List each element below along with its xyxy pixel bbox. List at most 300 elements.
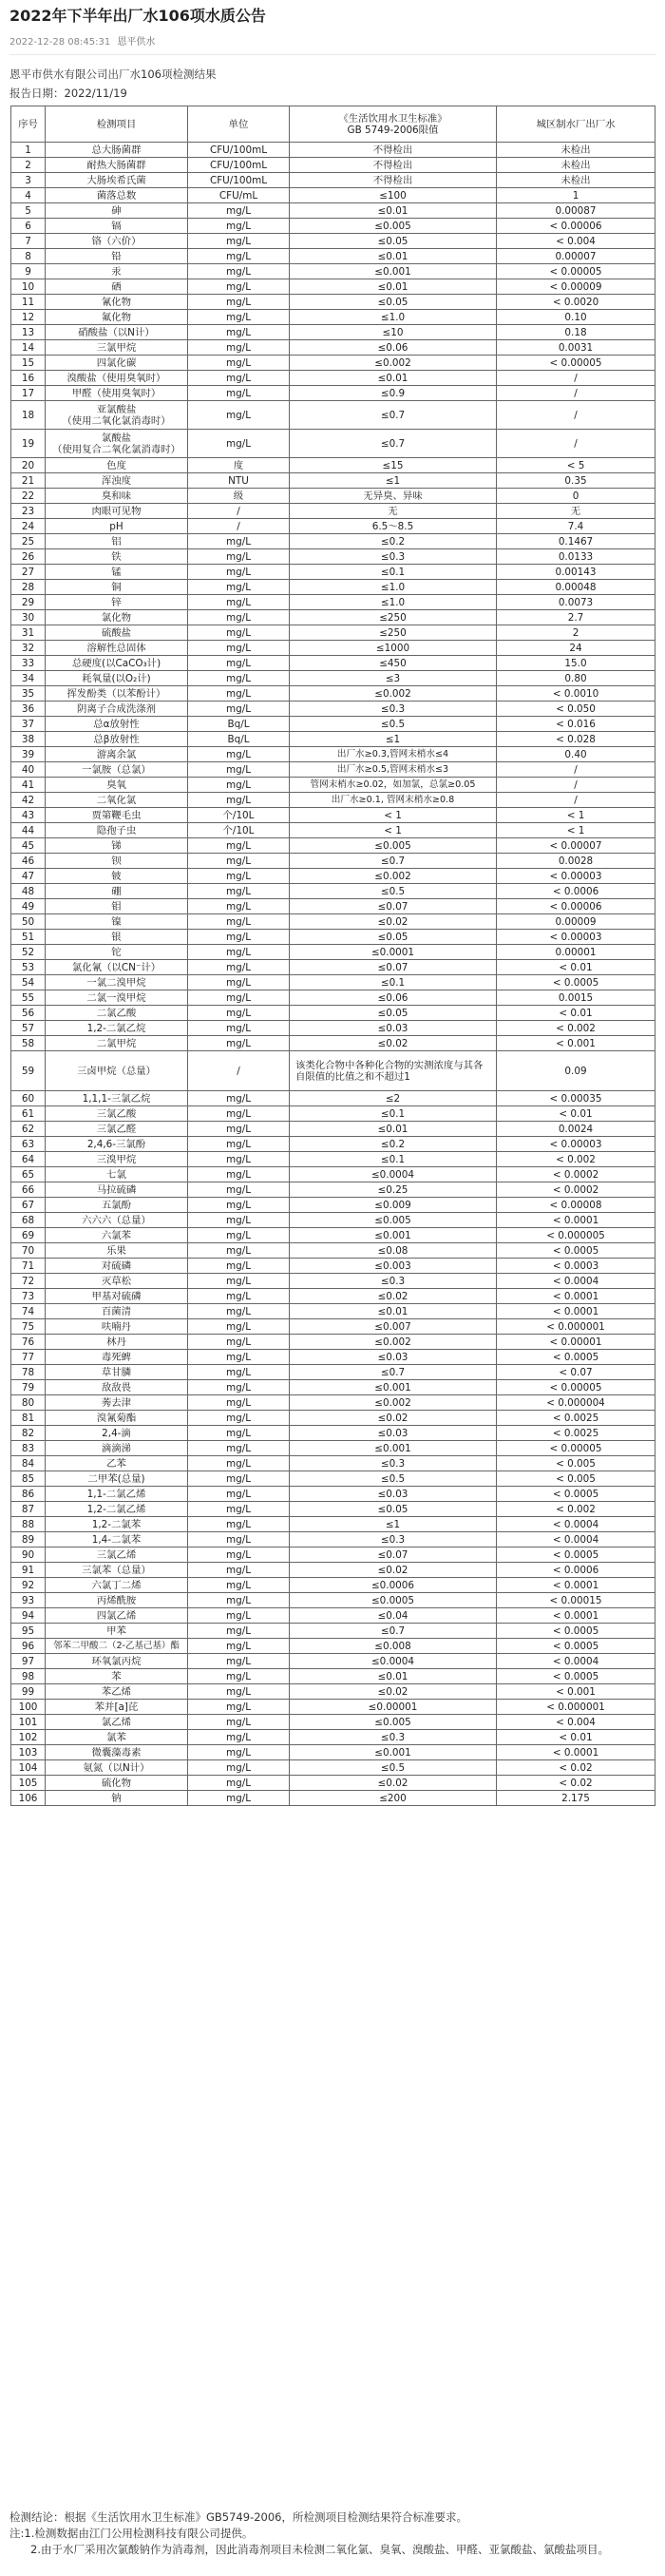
cell-unit: mg/L [188,1304,290,1319]
table-row [11,1036,656,1051]
cell-unit: mg/L [188,899,290,914]
table-row [11,854,656,869]
cell-limit: ≤0.02 [290,1411,497,1426]
cell-limit: 管网末梢水≥0.02，如加氯，总氯≥0.05 [290,778,497,793]
cell-item: 环氧氯丙烷 [46,1654,188,1669]
cell-index: 68 [11,1213,46,1228]
cell-unit: Bq/L [188,732,290,747]
cell-index: 20 [11,458,46,473]
cell-item: 苯乙烯 [46,1684,188,1700]
cell-item: 钠 [46,1791,188,1806]
table-row [11,1289,656,1304]
cell-result: < 0.02 [497,1776,656,1791]
cell-limit: ≤0.001 [290,1228,497,1243]
table-row [11,717,656,732]
cell-index: 27 [11,565,46,580]
cell-limit: ≤450 [290,656,497,671]
cell-index: 87 [11,1502,46,1517]
table-row [11,340,656,356]
cell-result: < 0.000001 [497,1700,656,1715]
cell-limit: ≤0.007 [290,1319,497,1335]
cell-unit: mg/L [188,295,290,310]
cell-index: 84 [11,1456,46,1471]
cell-limit: ≤0.0006 [290,1578,497,1593]
cell-unit: mg/L [188,534,290,549]
table-row [11,1471,656,1487]
table-row [11,1654,656,1669]
cell-item: 七氯 [46,1167,188,1182]
cell-index: 28 [11,580,46,595]
cell-unit: mg/L [188,1006,290,1021]
cell-result: < 0.01 [497,1006,656,1021]
table-row [11,1578,656,1593]
cell-result: < 0.004 [497,234,656,249]
cell-index: 34 [11,671,46,686]
cell-item: 锰 [46,565,188,580]
cell-result: 0.0028 [497,854,656,869]
cell-limit: ≤0.009 [290,1198,497,1213]
cell-index: 82 [11,1426,46,1441]
cell-index: 58 [11,1036,46,1051]
cell-unit: mg/L [188,1091,290,1106]
cell-unit: 度 [188,458,290,473]
table-row [11,356,656,371]
cell-limit: ≤0.01 [290,371,497,386]
cell-item: 总硬度(以CaCO₃计) [46,656,188,671]
cell-item: 六六六（总量） [46,1213,188,1228]
cell-limit: ≤0.01 [290,203,497,219]
cell-index: 61 [11,1106,46,1122]
cell-result: 15.0 [497,656,656,671]
table-row [11,1051,656,1091]
table-row [11,930,656,945]
table-row [11,1198,656,1213]
cell-index: 79 [11,1380,46,1395]
table-header-row [11,106,656,143]
cell-index: 3 [11,173,46,188]
cell-index: 105 [11,1776,46,1791]
cell-index: 91 [11,1563,46,1578]
cell-item: 2,4-滴 [46,1426,188,1441]
table-row [11,1548,656,1563]
cell-limit: 无 [290,504,497,519]
cell-unit: / [188,504,290,519]
cell-unit: mg/L [188,279,290,295]
cell-unit: mg/L [188,1578,290,1593]
cell-unit: mg/L [188,1608,290,1624]
cell-item: 汞 [46,264,188,279]
cell-index: 104 [11,1760,46,1776]
table-row [11,747,656,762]
cell-unit: mg/L [188,1213,290,1228]
cell-result: 0.0073 [497,595,656,610]
cell-unit: mg/L [188,656,290,671]
cell-index: 18 [11,401,46,430]
table-row [11,641,656,656]
table-row [11,1319,656,1335]
cell-result: < 0.00007 [497,838,656,854]
cell-unit: mg/L [188,1106,290,1122]
cell-item: 铍 [46,869,188,884]
cell-result: / [497,793,656,808]
cell-item: 铅 [46,249,188,264]
cell-result: / [497,371,656,386]
cell-unit: mg/L [188,1517,290,1532]
cell-item: 草甘膦 [46,1365,188,1380]
cell-index: 50 [11,914,46,930]
cell-item: 镍 [46,914,188,930]
cell-unit: mg/L [188,580,290,595]
cell-result: < 0.000004 [497,1395,656,1411]
cell-unit: mg/L [188,1289,290,1304]
cell-item: 六氯丁二烯 [46,1578,188,1593]
table-row [11,1411,656,1426]
cell-unit: mg/L [188,234,290,249]
cell-limit: ≤0.3 [290,702,497,717]
cell-unit: 个/10L [188,808,290,823]
col-header-limit: 《生活饮用水卫生标准》 GB 5749-2006限值 [290,106,497,143]
cell-result: < 0.0001 [497,1213,656,1228]
cell-limit: ≤0.03 [290,1350,497,1365]
cell-limit: ≤0.02 [290,1289,497,1304]
table-row [11,188,656,203]
cell-item: 总β放射性 [46,732,188,747]
cell-result: < 0.0005 [497,1669,656,1684]
table-row [11,656,656,671]
cell-unit: mg/L [188,762,290,778]
cell-result: 24 [497,641,656,656]
cell-index: 2 [11,158,46,173]
cell-item: 敌敌畏 [46,1380,188,1395]
cell-index: 57 [11,1021,46,1036]
cell-index: 70 [11,1243,46,1259]
cell-item: 甲醛（使用臭氧时） [46,386,188,401]
cell-item: 微囊藻毒素 [46,1745,188,1760]
cell-unit: mg/L [188,340,290,356]
cell-item: 三溴甲烷 [46,1152,188,1167]
table-row [11,519,656,534]
table-row [11,473,656,489]
table-row [11,869,656,884]
cell-item: 菌落总数 [46,188,188,203]
cell-item: 三氯甲烷 [46,340,188,356]
cell-limit: ≤0.05 [290,234,497,249]
cell-item: 马拉硫磷 [46,1182,188,1198]
cell-unit: mg/L [188,1441,290,1456]
cell-index: 12 [11,310,46,325]
cell-index: 69 [11,1228,46,1243]
post-meta [10,33,159,48]
cell-index: 4 [11,188,46,203]
table-row [11,310,656,325]
cell-index: 7 [11,234,46,249]
cell-item: 1,1,1-三氯乙烷 [46,1091,188,1106]
cell-unit: mg/L [188,930,290,945]
cell-item: 三氯乙烯 [46,1548,188,1563]
cell-result: < 0.0020 [497,295,656,310]
cell-unit: mg/L [188,1198,290,1213]
cell-unit: mg/L [188,1259,290,1274]
cell-result: 2.7 [497,610,656,625]
cell-limit: ≤0.002 [290,356,497,371]
cell-unit: mg/L [188,1137,290,1152]
cell-item: 氯酸盐 （使用复合二氧化氯消毒时） [46,430,188,458]
cell-unit: mg/L [188,203,290,219]
cell-limit: ≤2 [290,1091,497,1106]
table-row [11,1304,656,1319]
cell-limit: 出厂水≥0.3,管网末梢水≤4 [290,747,497,762]
cell-limit: < 1 [290,808,497,823]
table-row [11,1517,656,1532]
cell-item: 1,2-二氯乙烷 [46,1021,188,1036]
cell-unit: mg/L [188,310,290,325]
table-row [11,1426,656,1441]
cell-result: < 0.00005 [497,356,656,371]
cell-result: < 0.0005 [497,1639,656,1654]
page-title: 2022年下半年出厂水106项水质公告 [10,7,266,25]
cell-item: 臭和味 [46,489,188,504]
cell-item: 丙烯酰胺 [46,1593,188,1608]
cell-unit: mg/L [188,960,290,975]
cell-result: 0.00087 [497,203,656,219]
cell-result: < 0.00005 [497,1441,656,1456]
cell-item: 锑 [46,838,188,854]
cell-item: 六氯苯 [46,1228,188,1243]
cell-unit: / [188,519,290,534]
cell-index: 77 [11,1350,46,1365]
cell-index: 40 [11,762,46,778]
cell-unit: mg/L [188,1228,290,1243]
cell-limit: ≤0.3 [290,1274,497,1289]
cell-result: < 0.07 [497,1365,656,1380]
cell-unit: mg/L [188,778,290,793]
cell-result: < 0.0005 [497,1243,656,1259]
cell-item: 二氯乙酸 [46,1006,188,1021]
cell-limit: ≤0.02 [290,1776,497,1791]
cell-index: 85 [11,1471,46,1487]
post-source[interactable]: 恩平供水 [117,37,156,48]
cell-limit: ≤0.00001 [290,1700,497,1715]
cell-index: 103 [11,1745,46,1760]
cell-result: 0.00143 [497,565,656,580]
cell-limit: 不得检出 [290,143,497,158]
cell-result: < 0.0005 [497,1624,656,1639]
cell-unit: mg/L [188,747,290,762]
cell-index: 35 [11,686,46,702]
cell-limit: 无异臭、异味 [290,489,497,504]
cell-index: 71 [11,1259,46,1274]
cell-result: < 0.0004 [497,1274,656,1289]
cell-index: 92 [11,1578,46,1593]
table-row [11,1228,656,1243]
cell-index: 46 [11,854,46,869]
cell-index: 15 [11,356,46,371]
cell-limit: 出厂水≥0.1, 管网末梢水≥0.8 [290,793,497,808]
cell-result: / [497,401,656,430]
table-row [11,401,656,430]
cell-limit: ≤0.1 [290,1106,497,1122]
cell-index: 26 [11,549,46,565]
cell-item: 硫酸盐 [46,625,188,641]
cell-limit: ≤0.7 [290,854,497,869]
cell-limit: ≤10 [290,325,497,340]
cell-unit: mg/L [188,793,290,808]
cell-item: 耐热大肠菌群 [46,158,188,173]
cell-result: 未检出 [497,173,656,188]
cell-item: 三卤甲烷（总量） [46,1051,188,1091]
cell-index: 83 [11,1441,46,1456]
cell-item: 氯化物 [46,610,188,625]
cell-item: 二氧化氯 [46,793,188,808]
table-row [11,610,656,625]
cell-item: 氯乙烯 [46,1715,188,1730]
cell-index: 67 [11,1198,46,1213]
cell-item: 铊 [46,945,188,960]
cell-item: 硼 [46,884,188,899]
cell-index: 98 [11,1669,46,1684]
table-row [11,1106,656,1122]
cell-result: 0.0031 [497,340,656,356]
table-row [11,793,656,808]
table-body [11,143,656,1806]
cell-item: 苯并[a]芘 [46,1700,188,1715]
cell-result: < 0.004 [497,1715,656,1730]
cell-unit: / [188,1051,290,1091]
cell-index: 73 [11,1289,46,1304]
cell-result: < 0.0005 [497,1350,656,1365]
cell-result: < 0.0001 [497,1745,656,1760]
cell-limit: ≤0.02 [290,1684,497,1700]
cell-limit: ≤0.7 [290,1624,497,1639]
cell-item: 硒 [46,279,188,295]
cell-item: 耗氧量(以O₂计) [46,671,188,686]
table-row [11,1760,656,1776]
cell-result: < 0.00003 [497,930,656,945]
cell-limit: ≤0.04 [290,1608,497,1624]
table-row [11,778,656,793]
cell-unit: mg/L [188,325,290,340]
cell-result: < 0.001 [497,1684,656,1700]
cell-index: 10 [11,279,46,295]
cell-limit: 出厂水≥0.5,管网末梢水≤3 [290,762,497,778]
cell-item: 1,2-二氯乙烯 [46,1502,188,1517]
cell-unit: mg/L [188,1456,290,1471]
table-row [11,279,656,295]
cell-result: < 0.0006 [497,1563,656,1578]
table-row [11,732,656,747]
cell-limit: < 1 [290,823,497,838]
cell-unit: CFU/100mL [188,173,290,188]
cell-limit: ≤250 [290,610,497,625]
cell-limit: ≤0.08 [290,1243,497,1259]
cell-index: 56 [11,1006,46,1021]
cell-unit: mg/L [188,1700,290,1715]
cell-item: 毒死蜱 [46,1350,188,1365]
cell-limit: ≤0.5 [290,1471,497,1487]
table-row [11,1021,656,1036]
cell-unit: mg/L [188,1411,290,1426]
cell-result: 0.00007 [497,249,656,264]
cell-limit: ≤3 [290,671,497,686]
cell-item: 一氯二溴甲烷 [46,975,188,990]
cell-result: < 0.0004 [497,1654,656,1669]
cell-result: 2.175 [497,1791,656,1806]
cell-item: 砷 [46,203,188,219]
cell-item: 溴酸盐（使用臭氧时） [46,371,188,386]
table-row [11,219,656,234]
cell-item: 对硫磷 [46,1259,188,1274]
cell-limit: ≤0.001 [290,1441,497,1456]
table-row [11,762,656,778]
cell-limit: ≤200 [290,1791,497,1806]
note-1: 注:1.检测数据由江门公用检测科技有限公司提供。 [10,2527,254,2540]
cell-result: 7.4 [497,519,656,534]
cell-item: 浑浊度 [46,473,188,489]
cell-unit: mg/L [188,356,290,371]
cell-item: 钡 [46,854,188,869]
table-row [11,1487,656,1502]
cell-limit: ≤0.002 [290,686,497,702]
table-row [11,264,656,279]
cell-limit: ≤0.005 [290,1715,497,1730]
cell-limit: ≤0.005 [290,219,497,234]
cell-result: < 0.028 [497,732,656,747]
table-row [11,371,656,386]
cell-limit: ≤1 [290,473,497,489]
cell-index: 21 [11,473,46,489]
cell-unit: mg/L [188,610,290,625]
cell-item: 总大肠菌群 [46,143,188,158]
table-row [11,1791,656,1806]
cell-result: < 0.0001 [497,1578,656,1593]
report-date: 报告日期：2022/11/19 [10,87,127,100]
cell-result: < 0.001 [497,1036,656,1051]
cell-result: < 0.00006 [497,219,656,234]
conclusion-text: 检测结论：根据《生活饮用水卫生标准》GB5749-2006，所检测项目检测结果符合标准要求。 [10,2510,467,2524]
cell-limit: ≤0.001 [290,1380,497,1395]
cell-index: 45 [11,838,46,854]
table-row [11,1502,656,1517]
cell-unit: mg/L [188,1715,290,1730]
cell-item: 二氯一溴甲烷 [46,990,188,1006]
cell-limit: ≤0.2 [290,534,497,549]
table-row [11,430,656,458]
cell-item: 五氯酚 [46,1198,188,1213]
cell-limit: 该类化合物中各种化合物的实测浓度与其各自限值的比值之和不超过1 [290,1051,497,1091]
cell-result: < 0.00005 [497,264,656,279]
cell-item: 银 [46,930,188,945]
cell-unit: mg/L [188,671,290,686]
cell-index: 23 [11,504,46,519]
cell-index: 94 [11,1608,46,1624]
cell-unit: mg/L [188,869,290,884]
cell-unit: mg/L [188,1548,290,1563]
cell-unit: CFU/100mL [188,158,290,173]
cell-index: 36 [11,702,46,717]
cell-unit: mg/L [188,1654,290,1669]
cell-limit: ≤0.02 [290,914,497,930]
cell-index: 55 [11,990,46,1006]
cell-index: 47 [11,869,46,884]
cell-limit: ≤0.0005 [290,1593,497,1608]
cell-unit: mg/L [188,1395,290,1411]
cell-result: / [497,762,656,778]
cell-limit: ≤0.25 [290,1182,497,1198]
cell-limit: ≤0.001 [290,1745,497,1760]
table-row [11,489,656,504]
cell-limit: ≤0.01 [290,279,497,295]
water-quality-table [10,106,656,1806]
